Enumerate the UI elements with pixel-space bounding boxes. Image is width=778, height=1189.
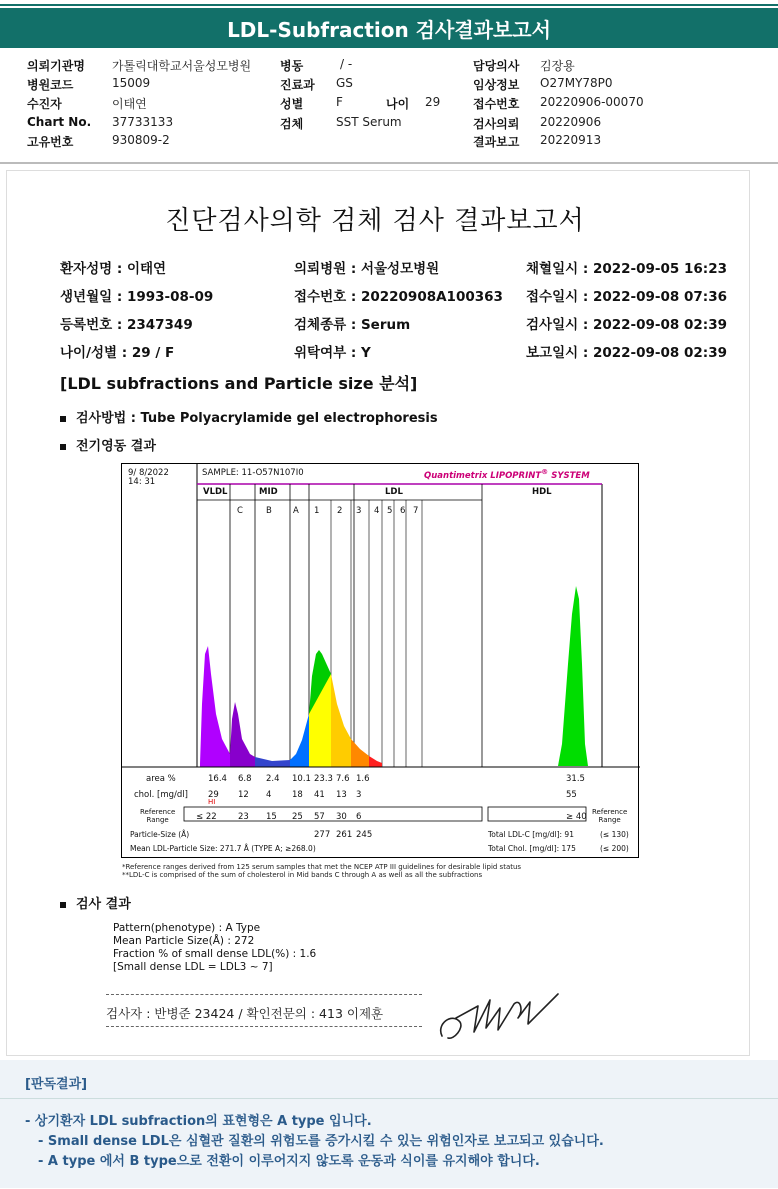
consignment: 위탁여부 : Y: [294, 345, 371, 361]
uid-label: 고유번호: [27, 135, 74, 149]
dept-label: 진료과: [280, 78, 315, 92]
age-sex: 나이/성별 : 29 / F: [60, 345, 175, 361]
signature-line-bottom: [106, 1026, 422, 1027]
interpretation-panel: [0, 1060, 778, 1188]
total-chol-ref: (≤ 200): [600, 844, 629, 853]
subband-label: 3: [356, 506, 362, 516]
patient-name: 환자성명 : 이태연: [60, 261, 167, 277]
subband-label: 6: [400, 506, 406, 516]
band-hdl: HDL: [532, 487, 552, 497]
doctor-value: 김장용: [540, 59, 575, 73]
examinee-label: 수진자: [27, 97, 62, 111]
chol-value: 13: [336, 790, 347, 800]
system-name-text: Quantimetrix LIPOPRINT: [424, 470, 542, 481]
report-value: 20220913: [540, 133, 602, 147]
chart-no-label: Chart No.: [27, 115, 92, 129]
hospcode-label: 병원코드: [27, 78, 74, 92]
chart-time: 14: 31: [128, 477, 156, 487]
area-value: 2.4: [266, 774, 280, 784]
density-peak: [331, 674, 351, 767]
method-text: 검사방법 : Tube Polyacrylamide gel electrophoresis: [76, 411, 438, 426]
receipt-datetime: 접수일시 : 2022-09-08 07:36: [526, 289, 727, 305]
request-hospital: 의뢰병원 : 서울성모병원: [294, 261, 440, 277]
report-label: 결과보고: [473, 135, 520, 149]
result-fraction: Fraction % of small dense LDL(%) : 1.6: [113, 948, 317, 960]
ward-value: / -: [340, 57, 353, 71]
subband-label: 5: [387, 506, 393, 516]
density-peak: [255, 757, 290, 767]
chol-value: 55: [566, 790, 577, 800]
specimen-type: 검체종류 : Serum: [294, 317, 411, 333]
doctor-label: 담당의사: [473, 59, 520, 73]
request-value: 20220906: [540, 115, 602, 129]
ref-value: 57: [314, 812, 325, 822]
result-mean-size: Mean Particle Size(Å) : 272: [113, 935, 255, 947]
total-ldl-ref: (≤ 130): [600, 830, 629, 839]
ref-value: 15: [266, 812, 277, 822]
result-pattern: Pattern(phenotype) : A Type: [113, 922, 261, 934]
particle-size-value: 277: [314, 830, 331, 840]
subband-label: 4: [374, 506, 380, 516]
institution-label: 의뢰기관명: [27, 59, 85, 73]
chol-value: 4: [266, 790, 272, 800]
uid-value: 930809-2: [112, 133, 170, 147]
density-peak: [290, 714, 309, 767]
ref-value: 30: [336, 812, 347, 822]
results-item: [60, 893, 131, 912]
total-ldl: Total LDL-C [mg/dl]: 91: [488, 830, 574, 839]
system-name-suffix: SYSTEM: [551, 470, 590, 481]
subband-label: A: [293, 506, 299, 516]
ward-label: 병동: [280, 59, 304, 73]
electrophoresis-item: [60, 435, 156, 454]
bullet-icon: [60, 416, 66, 422]
density-peak: [558, 586, 588, 766]
hospcode-value: 15009: [112, 76, 151, 90]
footnote-ldl: **LDL-C is comprised of the sum of cholesterol in Mid bands C through A as well as all the subfractions: [122, 871, 483, 879]
method-item: [60, 407, 438, 426]
ref-value: ≥ 40: [566, 812, 587, 822]
specimen-value: SST Serum: [336, 115, 402, 129]
area-value: 31.5: [566, 774, 585, 784]
test-datetime: 검사일시 : 2022-09-08 02:39: [526, 317, 727, 333]
subband-label: B: [266, 506, 272, 516]
area-value: 1.6: [356, 774, 370, 784]
bullet-icon: [60, 902, 66, 908]
density-peak: [230, 702, 255, 767]
interpretation-line-2: - Small dense LDL은 심혈관 질환의 위험도를 증가시킬 수 있는 위험인자로 보고되고 있습니다.: [38, 1134, 604, 1149]
chol-value: 41: [314, 790, 325, 800]
chol-value: 18: [292, 790, 303, 800]
result-sdldl-def: [Small dense LDL = LDL3 ~ 7]: [113, 961, 273, 973]
footnote-reference: *Reference ranges derived from 125 serum samples that met the NCEP ATP III guidelines for desirable lipid status: [122, 863, 522, 871]
receipt-number: 접수번호 : 20220908A100363: [294, 289, 503, 305]
chart-svg: [122, 464, 640, 859]
chol-value: 3: [356, 790, 362, 800]
ref-value: 23: [238, 812, 249, 822]
sex-value: F: [336, 95, 343, 109]
area-value: 7.6: [336, 774, 350, 784]
ref-value: ≤ 22: [196, 812, 217, 822]
clinical-value: O27MY78P0: [540, 76, 613, 90]
page-title: LDL-Subfraction 검사결과보고서: [0, 8, 778, 48]
mean-particle-size: Mean LDL-Particle Size: 271.7 Å (TYPE A; ≥268.0): [130, 844, 316, 853]
interpretation-line-3: - A type 에서 B type으로 전환이 이루어지지 않도록 운동과 식이를 유지해야 합니다.: [38, 1154, 540, 1169]
receipt-value: 20220906-00070: [540, 95, 644, 109]
band-ldl: LDL: [385, 487, 403, 497]
density-peak: [200, 646, 230, 767]
birth-date: 생년월일 : 1993-08-09: [60, 289, 214, 305]
ref-range-box-ldl: [184, 807, 482, 821]
report-datetime: 보고일시 : 2022-09-08 02:39: [526, 345, 727, 361]
density-peak: [351, 739, 369, 767]
electrophoresis-chart: [121, 463, 639, 858]
area-row-label: area %: [146, 774, 176, 784]
ref-value: 25: [292, 812, 303, 822]
bullet-icon: [60, 444, 66, 450]
chol-row-label: chol. [mg/dl]: [134, 790, 188, 800]
sex-label: 성별: [280, 97, 304, 111]
collection-datetime: 채혈일시 : 2022-09-05 16:23: [526, 261, 727, 277]
sample-id: SAMPLE: 11-O57N107I0: [202, 468, 304, 478]
subband-label: C: [237, 506, 243, 516]
age-label: 나이: [386, 97, 410, 111]
chol-value: 12: [238, 790, 249, 800]
area-value: 23.3: [314, 774, 333, 784]
chol-value: 29: [208, 790, 219, 800]
band-vldl: VLDL: [203, 487, 228, 497]
top-accent-line: [0, 4, 778, 6]
band-mid: MID: [259, 487, 278, 497]
signature-text: 검사자 : 반병준 23424 / 확인전문의 : 413 이제훈: [106, 1006, 384, 1021]
institution-value: 가톨릭대학교서울성모병원: [112, 59, 252, 73]
signature-line-top: [106, 994, 422, 995]
examinee-value: 이태연: [112, 97, 147, 111]
section-heading: [LDL subfractions and Particle size 분석]: [60, 374, 418, 393]
band-divider-lines: [230, 484, 482, 767]
subband-label: 1: [314, 506, 320, 516]
subband-label: 7: [413, 506, 419, 516]
particle-size-value: 261: [336, 830, 353, 840]
clinical-label: 임상정보: [473, 78, 520, 92]
ref-value: 6: [356, 812, 362, 822]
handwritten-signature: [434, 988, 564, 1048]
chart-no-value: 37733133: [112, 115, 174, 129]
receipt-label: 접수번호: [473, 97, 520, 111]
area-value: 10.1: [292, 774, 311, 784]
ref-row-label: Reference Range: [140, 808, 176, 824]
hi-flag: HI: [208, 798, 216, 806]
request-label: 검사의뢰: [473, 117, 520, 131]
particle-size-value: 245: [356, 830, 373, 840]
ref-row-label-right: Reference Range: [592, 808, 628, 824]
subband-label: 2: [337, 506, 343, 516]
area-value: 16.4: [208, 774, 227, 784]
particle-size-label: Particle-Size (Å): [130, 830, 190, 839]
system-reg-mark: ®: [541, 467, 549, 476]
electrophoresis-text: 전기영동 결과: [76, 439, 156, 454]
dept-value: GS: [336, 76, 353, 90]
report-title: 진단검사의학 검체 검사 결과보고서: [165, 206, 585, 236]
registration-no: 등록번호 : 2347349: [60, 317, 193, 333]
interpretation-line-1: - 상기환자 LDL subfraction의 표현형은 A type 입니다.: [25, 1114, 372, 1129]
specimen-label: 검체: [280, 117, 304, 131]
area-value: 6.8: [238, 774, 252, 784]
total-chol: Total Chol. [mg/dl]: 175: [488, 844, 576, 853]
interpretation-divider: [0, 1098, 778, 1099]
results-heading: 검사 결과: [76, 897, 131, 912]
density-peak: [369, 756, 382, 767]
age-value: 29: [425, 95, 441, 109]
chart-date: 9/ 8/2022: [128, 468, 169, 478]
interpretation-header: [판독결과]: [25, 1077, 88, 1092]
patient-info-panel: [0, 52, 778, 164]
